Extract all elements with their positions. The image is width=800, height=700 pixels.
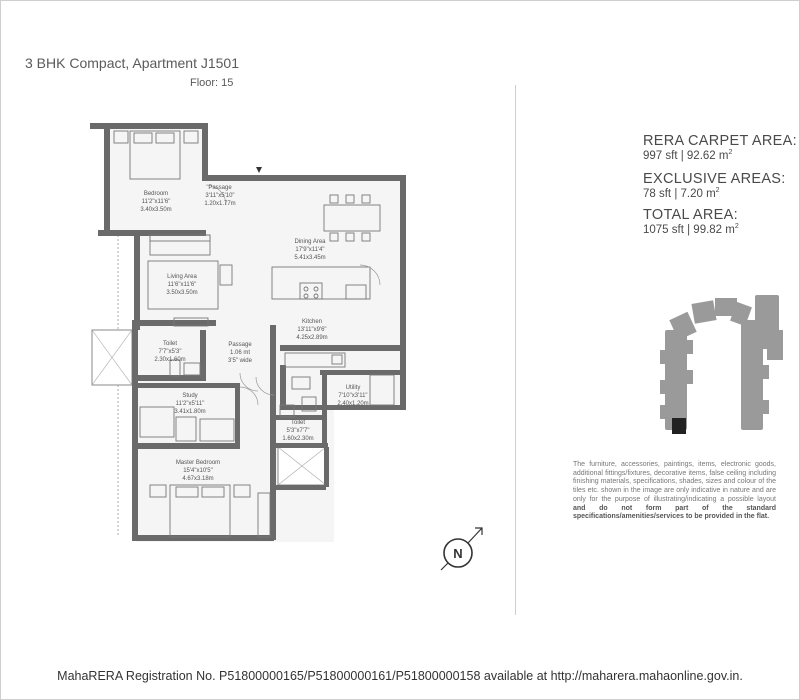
total-area [643,207,739,236]
north-arrow-icon [435,520,490,575]
highlighted-unit [672,418,686,434]
study-label: Study [182,393,198,399]
toilet-left-imperial: 7'7"x5'3" [158,349,182,355]
bedroom-label: Bedroom [143,191,169,197]
living-metric: 3.50x3.50m [166,290,198,296]
building-key-plan [655,290,785,450]
entry-marker [256,167,262,173]
disclaimer-text: The furniture, accessories, paintings, items, electronic goods, additional fittings/fixtures, decorative items, false ceiling including finishing materials, specifications, shades, sizes and colour of the tiles etc. shown in the image are only indicative in nature and are only for the purpose of illustrating/indicating a possible layout [573,461,776,503]
utility-label: Utility [345,385,361,391]
passage-mid-width-metric: 1.06 mt [229,350,251,356]
master-bedroom-label: Master Bedroom [175,460,221,466]
bedroom-size-metric: 3.40x3.50m [140,207,172,213]
passage-mid-label: Passage [228,342,252,348]
toilet-right-metric: 1.60x2.30m [282,436,314,442]
dining-label: Dining Area [294,239,326,245]
toilet-left-label: Toilet [162,341,178,347]
master-bedroom-metric: 4.67x3.18m [182,476,214,482]
floor-label: Floor: 15 [190,77,234,89]
disclaimer-bold: and do not form part of the standard specifications/amenities/services to be provided in the flat. [573,504,776,521]
exclusive-value [643,187,786,200]
rera-carpet-area [643,133,797,162]
passage-top-metric: 1.20x1.77m [204,201,236,207]
dining-imperial: 17'9"x11'4" [295,247,325,253]
utility-metric: 2.40x1.20m [337,401,369,407]
dining-metric: 5.41x3.45m [294,255,326,261]
exclusive-sup: 2 [715,187,720,194]
study-metric: 3.41x1.80m [174,409,206,415]
total-label: TOTAL AREA: [643,207,738,223]
kitchen-metric: 4.25x2.89m [296,335,328,341]
passage-mid-width-imperial: 3'5" wide [228,358,252,364]
kitchen-label: Kitchen [301,319,323,325]
study-imperial: 11'2"x5'11" [175,401,205,407]
total-sup: 2 [734,223,739,230]
total-value-text: 1075 sft | 99.82 m [643,223,735,236]
exclusive-label: EXCLUSIVE AREAS: [643,171,786,187]
vertical-divider [515,85,516,615]
toilet-right-imperial: 5'3"x7'7" [286,428,310,434]
passage-top-label: Passage [208,185,232,191]
master-bedroom-imperial: 15'4"x10'5" [183,468,213,474]
exclusive-area [643,171,786,200]
living-imperial: 11'6"x11'6" [167,282,197,288]
passage-top-imperial: 3'11"x5'10" [205,193,235,199]
rera-label: RERA CARPET AREA: [643,133,797,149]
utility-imperial: 7'10"x3'11" [338,393,368,399]
living-label: Living Area [167,274,197,280]
total-value [643,223,739,236]
exclusive-value-text: 78 sft | 7.20 m [643,187,716,200]
bedroom-size-imperial: 11'2"x11'6" [141,199,171,205]
rera-value [643,149,797,162]
kitchen-imperial: 13'11"x9'6" [297,327,327,333]
rera-value-text: 997 sft | 92.62 m [643,149,729,162]
compass-label: N [453,546,463,561]
rera-footer: MahaRERA Registration No. P51800000165/P51800000161/P51800000158 available at http://maharera.mahaonline.gov.in. [57,669,743,683]
rera-sup: 2 [728,149,733,156]
toilet-left-metric: 2.30x1.60m [154,357,186,363]
floor-plan [80,115,430,555]
disclaimer [573,461,776,522]
toilet-right-label: Toilet [290,420,306,426]
page-title: 3 BHK Compact, Apartment J1501 [25,55,239,71]
